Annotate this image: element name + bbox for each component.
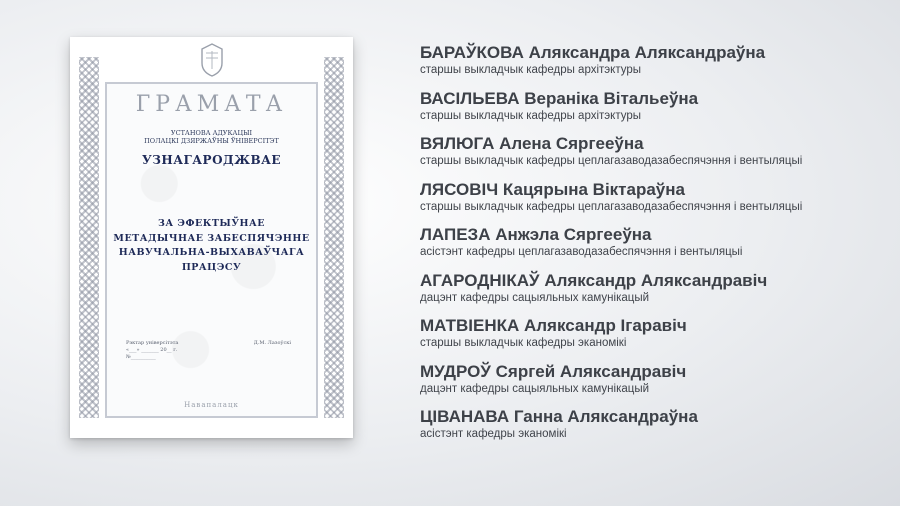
awardee-name	[420, 134, 890, 154]
awardee-surname: ЦІВАНАВА	[420, 407, 510, 426]
awardee-surname: МАТВІЕНКА	[420, 316, 520, 335]
awardee-name	[420, 407, 890, 427]
certificate-image	[70, 37, 353, 438]
awardee-given-name: Аляксандр Аляксандравіч	[544, 270, 768, 290]
awardee-role: старшы выкладчык кафедры эканомікі	[420, 337, 627, 349]
awardee-role: асістэнт кафедры эканомікі	[420, 428, 567, 440]
list-item	[420, 316, 890, 362]
awardee-surname: ЛАПЕЗА	[420, 225, 491, 244]
awardee-given-name: Аляксандр Ігаравіч	[523, 316, 687, 335]
awardee-surname: АГАРОДНІКАЎ	[420, 270, 540, 290]
awardee-role: асістэнт кафедры цеплагазаводазабеспячэння і вентыляцыі	[420, 246, 743, 258]
awardee-role: дацэнт кафедры сацыяльных камунікацый	[420, 291, 650, 304]
awardee-given-name: Ганна Аляксандраўна	[513, 407, 698, 426]
awardee-name	[420, 362, 890, 382]
awardee-surname: ЛЯСОВІЧ	[420, 179, 499, 199]
awardee-given-name: Вераніка Вітальеўна	[524, 88, 699, 108]
certificate-title: ГРАМАТА	[135, 92, 288, 117]
number-line: №__________	[126, 354, 156, 360]
awardee-name	[420, 43, 890, 63]
awardee-name	[420, 271, 890, 291]
awardee-given-name: Аляксандра Аляксандраўна	[528, 43, 766, 62]
university-emblem-icon	[199, 43, 225, 77]
awardee-surname: МУДРОЎ	[420, 361, 491, 381]
awardee-given-name: Сяргей Аляксандравіч	[495, 361, 687, 381]
awardee-role: старшы выкладчык кафедры архітэктуры	[420, 109, 641, 122]
date-line: «___» _______ 20__ г.	[126, 347, 178, 353]
certificate-reason	[70, 217, 353, 275]
list-item	[420, 362, 890, 408]
awardee-name	[420, 180, 890, 200]
awardee-name	[420, 316, 890, 336]
awardee-given-name: Кацярына Віктараўна	[502, 179, 685, 199]
list-item	[420, 134, 890, 180]
list-item	[420, 43, 890, 89]
certificate-signature-block	[126, 340, 178, 361]
awardee-given-name: Анжэла Сяргееўна	[495, 225, 652, 244]
list-item	[420, 225, 890, 271]
list-item	[420, 89, 890, 135]
list-item	[420, 271, 890, 317]
awardee-surname: БАРАЎКОВА	[420, 43, 524, 62]
awardee-surname: ВЯЛЮГА	[420, 134, 495, 153]
certificate-city: Навапалацк	[184, 401, 239, 409]
org-line: УСТАНОВА АДУКАЦЫІ	[170, 129, 253, 137]
signer-name: Д.М. Лазоўскі	[253, 340, 291, 346]
awardee-name	[420, 89, 890, 109]
awardee-surname: ВАСІЛЬЕВА	[420, 88, 520, 108]
reason-line: НАВУЧАЛЬНА-ВЫХАВАЎЧАГА	[118, 247, 305, 258]
awardee-role: старшы выкладчык кафедры архітэктуры	[420, 64, 641, 76]
reason-line: ПРАЦЭСУ	[181, 261, 242, 273]
awardee-given-name: Алена Сяргееўна	[499, 134, 644, 153]
list-item	[420, 180, 890, 226]
certificate-organization	[70, 129, 353, 145]
reason-line: ЗА ЭФЕКТЫЎНАЕ	[158, 218, 265, 229]
awardee-name	[420, 225, 890, 245]
awardees-list	[420, 43, 890, 453]
org-line: ПОЛАЦКІ ДЗЯРЖАЎНЫ ЎНІВЕРСІТЭТ	[144, 137, 279, 145]
awardee-role: дацэнт кафедры сацыяльных камунікацый	[420, 382, 650, 395]
list-item	[420, 407, 890, 453]
certificate-award-verb: УЗНАГАРОДЖВАЕ	[141, 153, 281, 167]
awardee-role: старшы выкладчык кафедры цеплагазаводазабеспячэння і вентыляцыі	[420, 200, 803, 213]
reason-line: МЕТАДЫЧНАЕ ЗАБЕСПЯЧЭННЕ	[113, 232, 310, 244]
awardee-role: старшы выкладчык кафедры цеплагазаводазабеспячэння і вентыляцыі	[420, 155, 803, 167]
signer-title: Рэктар універсітэта	[126, 340, 179, 346]
